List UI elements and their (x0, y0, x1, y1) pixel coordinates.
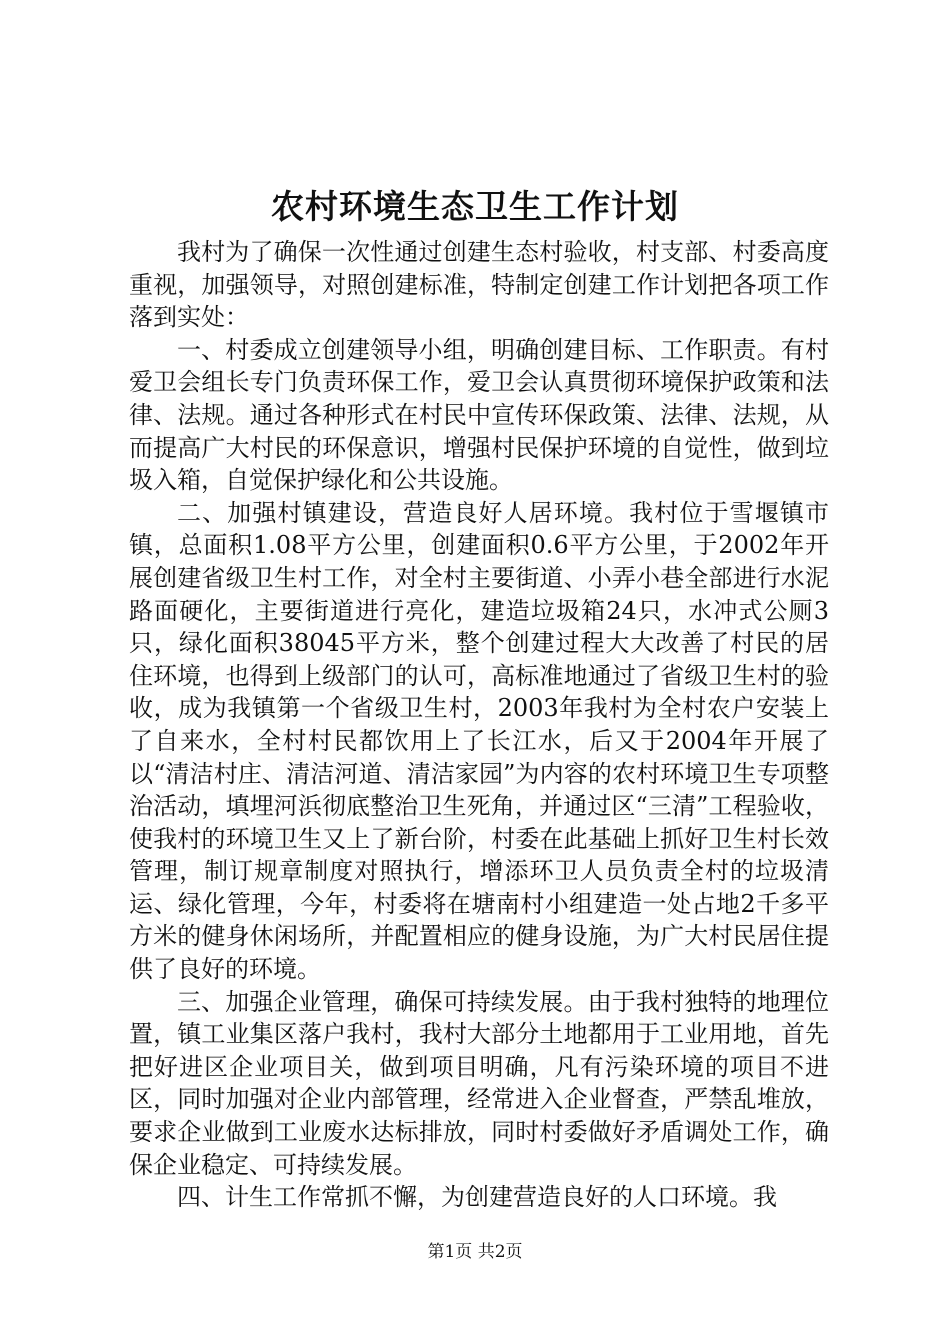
paragraph-section-3: 三、加强企业管理，确保可持续发展。由于我村独特的地理位置，镇工业集区落户我村，我村大部分土地都用于工业用地，首先把好进区企业项目关，做到项目明确，凡有污染环境的项目不进区，同时加强对企业内部管理，经常进入企业督查，严禁乱堆放，要求企业做到工业废水达标排放，同时村委做好矛盾调处工作，确保企业稳定、可持续发展。 (129, 987, 829, 1179)
paragraph-section-1: 一、村委成立创建领导小组，明确创建目标、工作职责。有村爱卫会组长专门负责环保工作，爱卫会认真贯彻环境保护政策和法律、法规。通过各种形式在村民中宣传环保政策、法律、法规，从而提高广大村民的环保意识，增强村民保护环境的自觉性，做到垃圾入箱，自觉保护绿化和公共设施。 (129, 335, 829, 495)
paragraph-section-4: 四、计生工作常抓不懈，为创建营造良好的人口环境。我 (177, 1183, 777, 1212)
document-title: 农村环境生态卫生工作计划 (271, 187, 679, 226)
paragraph-section-2: 二、加强村镇建设，营造良好人居环境。我村位于雪堰镇市镇，总面积1.08平方公里，创建面积0.6平方公里，于2002年开展创建省级卫生村工作，对全村主要街道、小弄小巷全部进行水泥路面硬化，主要街道进行亮化，建造垃圾箱24只，水冲式公厕3只，绿化面积38045平方米，整个创建过程大大改善了村民的居住环境，也得到上级部门的认可，高标准地通过了省级卫生村的验收，成为我镇第一个省级卫生村，2003年我村为全村农户安装上了自来水，全村村民都饮用上了长江水，后又于2004年开展了以“清洁村庄、清洁河道、清洁家园”为内容的农村环境卫生专项整治活动，填埋河浜彻底整治卫生死角，并通过区“三清”工程验收，使我村的环境卫生又上了新台阶，村委在此基础上抓好卫生村长效管理，制订规章制度对照执行，增添环卫人员负责全村的垃圾清运、绿化管理，今年，村委将在塘南村小组建造一处占地2千多平方米的健身休闲场所，并配置相应的健身设施，为广大村民居住提供了良好的环境。 (129, 498, 829, 984)
page-number-footer: 第1页 共2页 (427, 1242, 523, 1262)
paragraph-intro: 我村为了确保一次性通过创建生态村验收，村支部、村委高度重视，加强领导，对照创建标准，特制定创建工作计划把各项工作落到实处： (129, 238, 829, 332)
document-body (129, 236, 829, 1214)
